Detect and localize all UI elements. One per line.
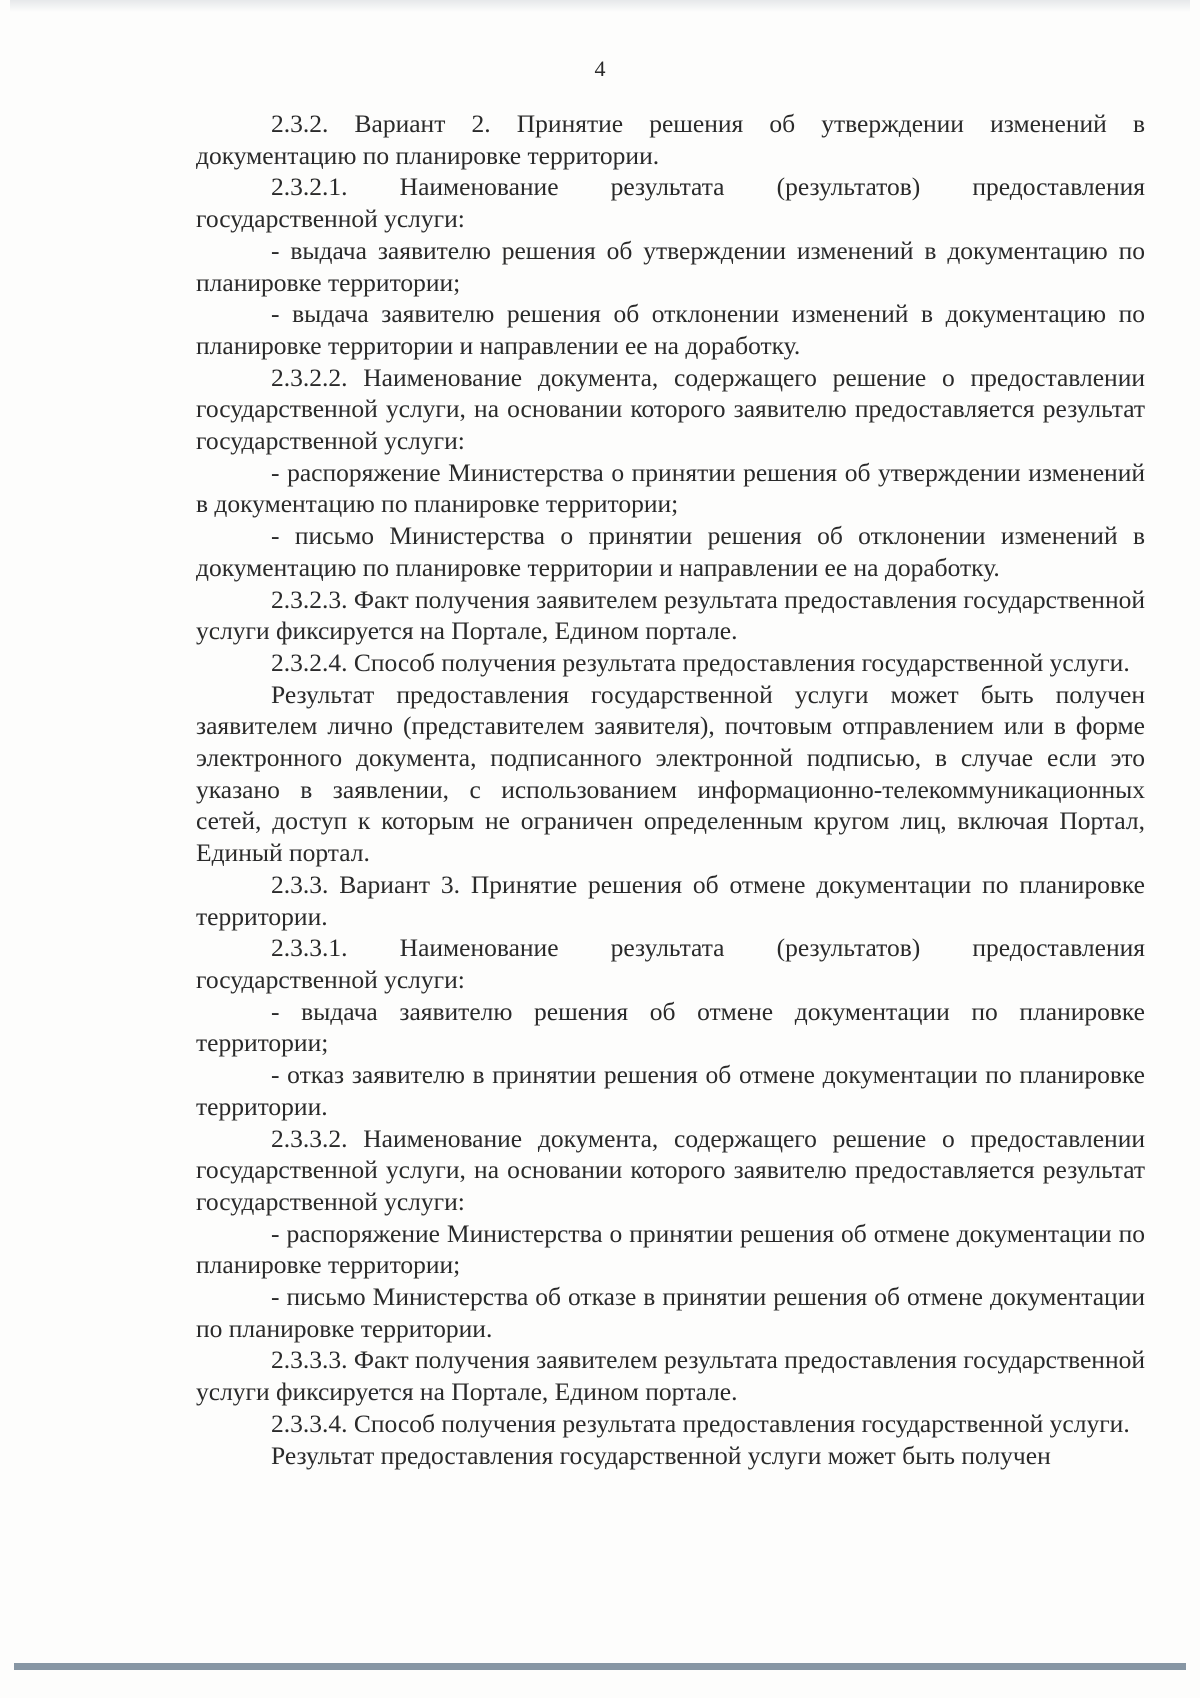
list-item: - выдача заявителю решения об отклонении изменений в документацию по планировке территории и направлении ее на доработку. <box>196 299 1145 360</box>
list-item: - выдача заявителю решения об отмене документации по планировке территории; <box>196 996 1145 1058</box>
document-body <box>196 108 1145 1471</box>
paragraph-2-3-2-3: 2.3.2.3. Факт получения заявителем результата предоставления государственной услуги фиксируется на Портале, Едином портале. <box>196 584 1145 646</box>
paragraph-2-3-2-4: 2.3.2.4. Способ получения результата предоставления государственной услуги. <box>271 647 1130 677</box>
paragraph-2-3-2: 2.3.2. Вариант 2. Принятие решения об утверждении изменений в документацию по планировке территории. <box>196 109 1145 170</box>
page-number: 4 <box>594 56 606 81</box>
paragraph-2-3-2-2: 2.3.2.2. Наименование документа, содержащего решение о предоставлении государственной услуги, на основании которого заявителю предоставляется результат государственной услуги: <box>196 362 1145 456</box>
list-item: - распоряжение Министерства о принятии решения об отмене документации по планировке территории; <box>196 1218 1145 1280</box>
list-item: - письмо Министерства об отказе в принятии решения об отмене документации по планировке территории. <box>196 1282 1145 1343</box>
paragraph-2-3-3: 2.3.3. Вариант 3. Принятие решения об отмене документации по планировке территории. <box>196 869 1145 931</box>
list-item: - письмо Министерства о принятии решения об отклонении изменений в документацию по планировке территории и направлении ее на доработку. <box>196 521 1145 582</box>
paragraph-2-3-3-2: 2.3.3.2. Наименование документа, содержащего решение о предоставлении государственной услуги, на основании которого заявителю предоставляется результат государственной услуги: <box>196 1123 1145 1216</box>
list-item: - распоряжение Министерства о принятии решения об утверждении изменений в документацию по планировке территории; <box>196 457 1145 519</box>
paragraph-result-continued: Результат предоставления государственной услуги может быть получен <box>271 1440 1051 1470</box>
paragraph-result-method: Результат предоставления государственной услуги может быть получен заявителем лично (представителем заявителя), почтовым отправлением или в форме электронного документа, подписанного электронной подписью, в случае если это указано в заявлении, с использованием информационно-телекоммуникационных сетей, доступ к которым не ограничен определенным кругом лиц, включая Портал, Единый портал. <box>196 679 1145 868</box>
paragraph-2-3-3-1: 2.3.3.1. Наименование результата (результатов) предоставления государственной услуги: <box>196 933 1145 994</box>
footer-rule <box>14 1663 1186 1670</box>
paragraph-2-3-2-1: 2.3.2.1. Наименование результата (результатов) предоставления государственной услуги: <box>196 172 1145 234</box>
scan-edge-shadow <box>10 0 1190 12</box>
paragraph-2-3-3-4: 2.3.3.4. Способ получения результата предоставления государственной услуги. <box>271 1408 1130 1438</box>
list-item: - отказ заявителю в принятии решения об отмене документации по планировке территории. <box>196 1060 1145 1121</box>
paragraph-2-3-3-3: 2.3.3.3. Факт получения заявителем результата предоставления государственной услуги фиксируется на Портале, Едином портале. <box>196 1345 1145 1407</box>
list-item: - выдача заявителю решения об утверждении изменений в документацию по планировке территории; <box>196 235 1145 297</box>
